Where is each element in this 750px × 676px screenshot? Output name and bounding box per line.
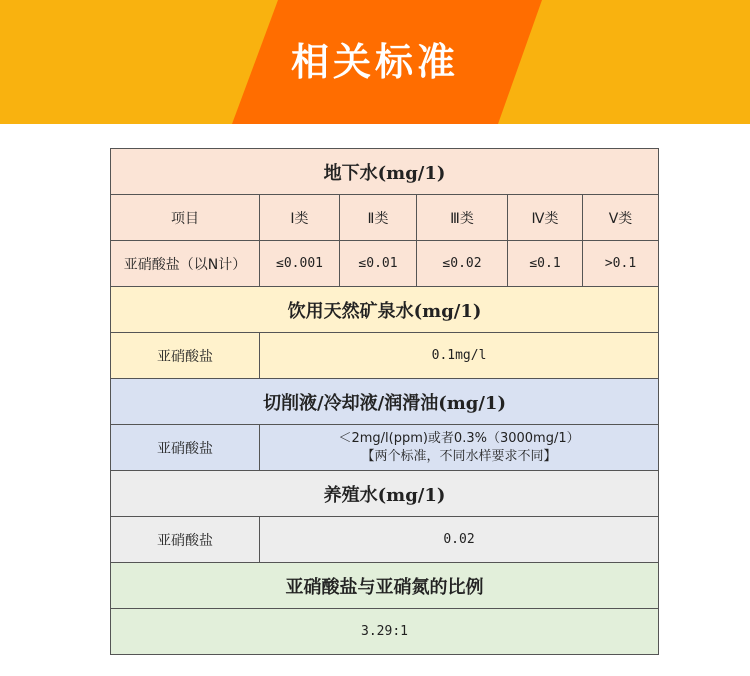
- page-title: 相关标准: [290, 40, 459, 84]
- class-2-value: ≤0.01: [340, 241, 417, 287]
- class-4-value: ≤0.1: [508, 241, 583, 287]
- class-3-value: ≤0.02: [417, 241, 508, 287]
- groundwater-data-row: [111, 241, 659, 287]
- aquaculture-title: 养殖水(mg/1): [111, 471, 659, 517]
- header-class-2: Ⅱ类: [340, 195, 417, 241]
- header-item: 项目: [111, 195, 260, 241]
- header-class-1: Ⅰ类: [260, 195, 340, 241]
- ratio-title: 亚硝酸盐与亚硝氮的比例: [111, 563, 659, 609]
- mineral-water-title: 饮用天然矿泉水(mg/1): [111, 287, 659, 333]
- header-class-5: Ⅴ类: [583, 195, 659, 241]
- ratio-value: 3.29:1: [111, 609, 659, 655]
- header-class-4: Ⅳ类: [508, 195, 583, 241]
- mineral-water-row: [111, 333, 659, 379]
- nitrite-label: 亚硝酸盐（以N计）: [111, 241, 260, 287]
- standards-table: [110, 148, 659, 655]
- cutting-fluid-value-line1: ＜2mg/l(ppm)或者0.3%（3000mg/1）: [338, 430, 580, 446]
- cutting-fluid-row: [111, 425, 659, 471]
- cutting-fluid-title: 切削液/冷却液/润滑油(mg/1): [111, 379, 659, 425]
- header-class-3: Ⅲ类: [417, 195, 508, 241]
- class-1-value: ≤0.001: [260, 241, 340, 287]
- cutting-fluid-value-line2: 【两个标准，不同水样要求不同】: [361, 448, 557, 464]
- cutting-fluid-value: [260, 425, 659, 471]
- ratio-row: [111, 609, 659, 655]
- groundwater-header-row: [111, 195, 659, 241]
- header-banner: [0, 0, 750, 124]
- class-5-value: >0.1: [583, 241, 659, 287]
- mineral-water-value: 0.1mg/l: [260, 333, 659, 379]
- aquaculture-label: 亚硝酸盐: [111, 517, 260, 563]
- aquaculture-row: [111, 517, 659, 563]
- mineral-water-label: 亚硝酸盐: [111, 333, 260, 379]
- aquaculture-value: 0.02: [260, 517, 659, 563]
- groundwater-title: 地下水(mg/1): [111, 149, 659, 195]
- cutting-fluid-label: 亚硝酸盐: [111, 425, 260, 471]
